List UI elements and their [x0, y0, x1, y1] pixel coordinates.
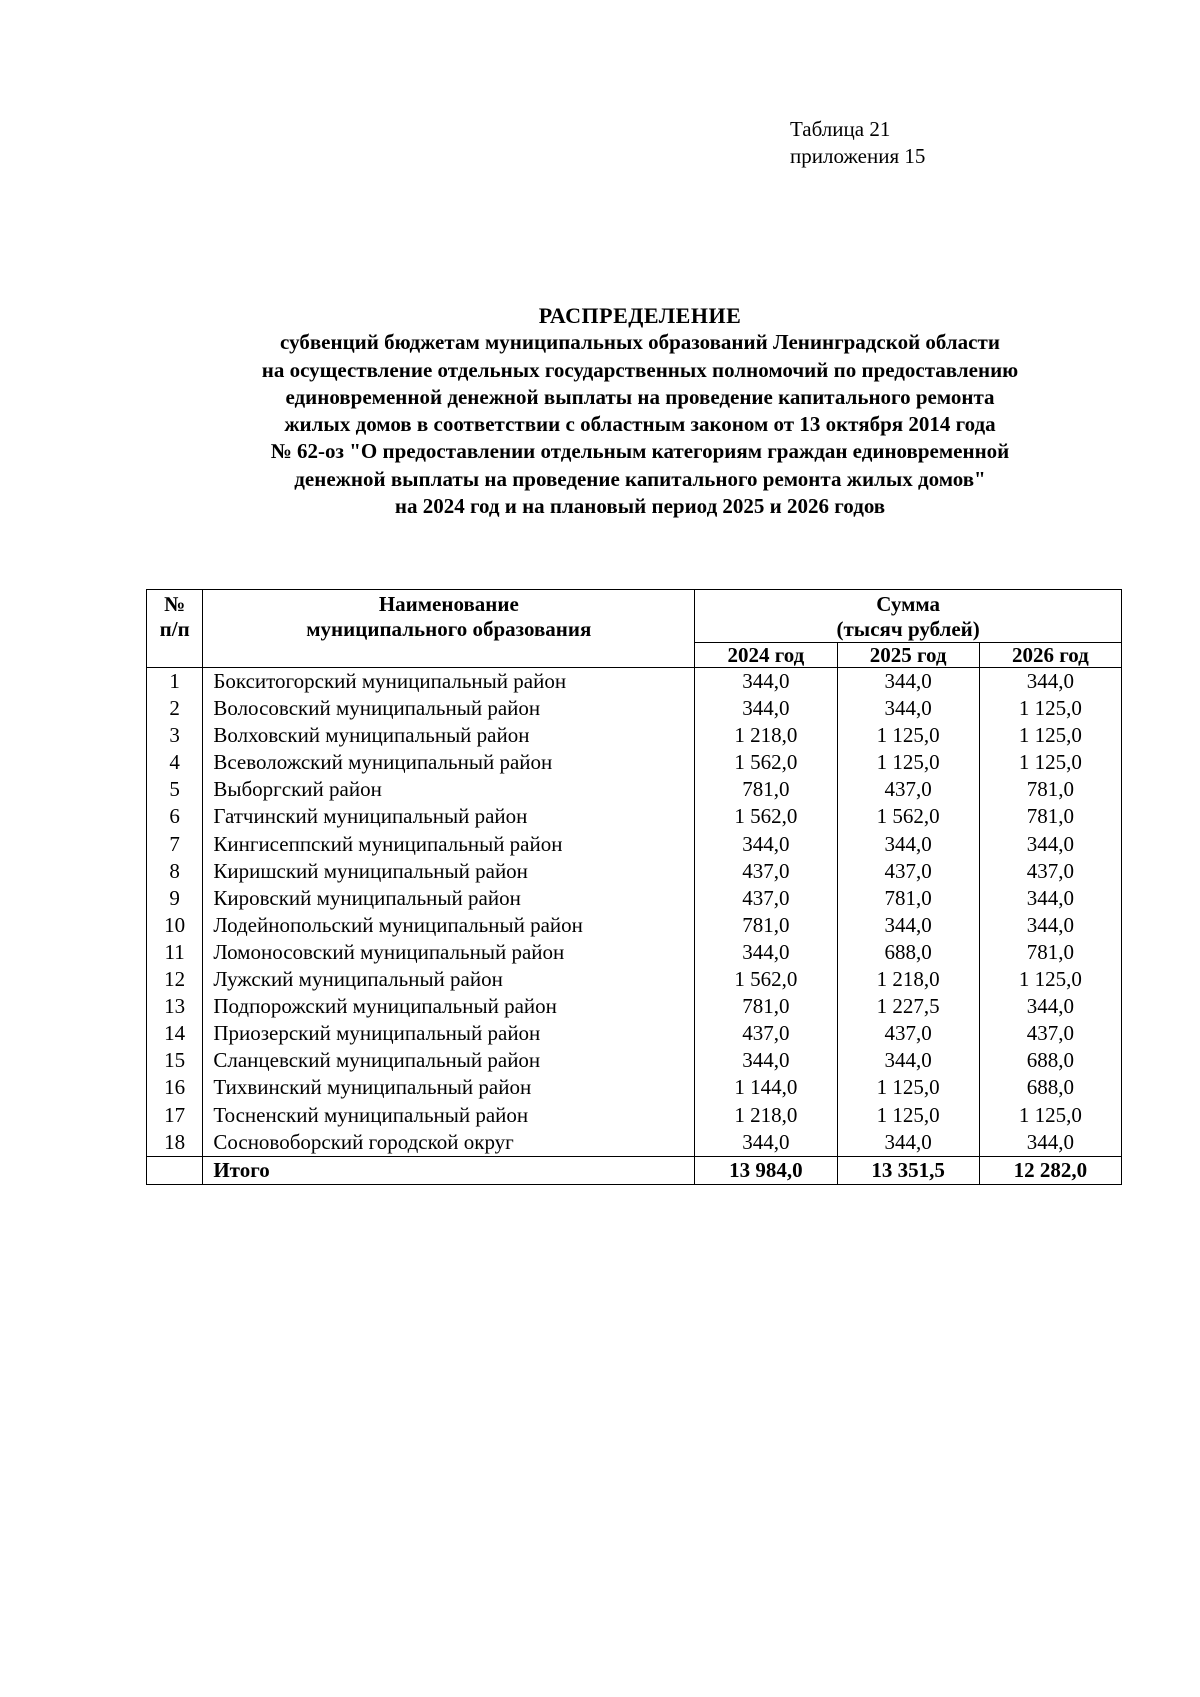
document-heading	[140, 302, 1140, 520]
row-value-2025: 1 125,0	[837, 722, 979, 749]
row-municipality: Тосненский муниципальный район	[203, 1102, 695, 1129]
total-number	[147, 1156, 203, 1184]
row-value-2026: 1 125,0	[979, 1102, 1121, 1129]
row-number: 1	[147, 668, 203, 696]
row-municipality: Кировский муниципальный район	[203, 885, 695, 912]
table-body	[147, 668, 1122, 1185]
row-value-2026: 344,0	[979, 885, 1121, 912]
row-number: 16	[147, 1074, 203, 1101]
table-row	[147, 912, 1122, 939]
row-value-2025: 344,0	[837, 695, 979, 722]
row-value-2024: 344,0	[695, 1047, 837, 1074]
row-municipality: Приозерский муниципальный район	[203, 1020, 695, 1047]
table-row	[147, 749, 1122, 776]
appendix-number: приложения 15	[790, 144, 926, 168]
row-number: 6	[147, 803, 203, 830]
table-row	[147, 1020, 1122, 1047]
row-value-2026: 781,0	[979, 776, 1121, 803]
row-value-2026: 781,0	[979, 803, 1121, 830]
table-row	[147, 776, 1122, 803]
header-sum: Сумма (тысяч рублей)	[695, 590, 1122, 643]
row-value-2024: 1 218,0	[695, 722, 837, 749]
total-2025: 13 351,5	[837, 1156, 979, 1184]
header-year-2026: 2026 год	[979, 643, 1121, 668]
row-value-2025: 1 227,5	[837, 993, 979, 1020]
row-number: 17	[147, 1102, 203, 1129]
row-value-2026: 344,0	[979, 831, 1121, 858]
row-value-2024: 344,0	[695, 695, 837, 722]
row-value-2026: 1 125,0	[979, 695, 1121, 722]
row-municipality: Волосовский муниципальный район	[203, 695, 695, 722]
heading-line: № 62-оз "О предоставлении отдельным категориям граждан единовременной	[270, 439, 1010, 464]
document-title: РАСПРЕДЕЛЕНИЕ	[538, 303, 742, 328]
table-row	[147, 695, 1122, 722]
row-number: 10	[147, 912, 203, 939]
row-number: 11	[147, 939, 203, 966]
row-number: 2	[147, 695, 203, 722]
row-number: 18	[147, 1129, 203, 1157]
row-number: 7	[147, 831, 203, 858]
row-municipality: Сланцевский муниципальный район	[203, 1047, 695, 1074]
total-2026: 12 282,0	[979, 1156, 1121, 1184]
row-municipality: Бокситогорский муниципальный район	[203, 668, 695, 696]
row-value-2025: 344,0	[837, 668, 979, 696]
row-value-2026: 437,0	[979, 1020, 1121, 1047]
row-value-2026: 344,0	[979, 668, 1121, 696]
table-row	[147, 966, 1122, 993]
row-value-2026: 1 125,0	[979, 749, 1121, 776]
total-row	[147, 1156, 1122, 1184]
row-value-2026: 344,0	[979, 912, 1121, 939]
row-municipality: Волховский муниципальный район	[203, 722, 695, 749]
row-municipality: Ломоносовский муниципальный район	[203, 939, 695, 966]
table-row	[147, 858, 1122, 885]
row-value-2025: 781,0	[837, 885, 979, 912]
row-value-2025: 1 125,0	[837, 749, 979, 776]
heading-line: субвенций бюджетам муниципальных образований Ленинградской области	[280, 330, 1000, 355]
table-row	[147, 1102, 1122, 1129]
row-municipality: Всеволожский муниципальный район	[203, 749, 695, 776]
row-municipality: Лодейнопольский муниципальный район	[203, 912, 695, 939]
header-number: № п/п	[147, 590, 203, 668]
row-number: 8	[147, 858, 203, 885]
row-value-2025: 688,0	[837, 939, 979, 966]
row-value-2026: 344,0	[979, 1129, 1121, 1157]
row-municipality: Гатчинский муниципальный район	[203, 803, 695, 830]
row-number: 9	[147, 885, 203, 912]
row-value-2025: 1 562,0	[837, 803, 979, 830]
row-value-2024: 437,0	[695, 858, 837, 885]
row-value-2025: 437,0	[837, 1020, 979, 1047]
row-value-2025: 1 218,0	[837, 966, 979, 993]
row-value-2025: 344,0	[837, 831, 979, 858]
row-municipality: Выборгский район	[203, 776, 695, 803]
row-value-2025: 344,0	[837, 1047, 979, 1074]
table-row	[147, 831, 1122, 858]
row-value-2025: 1 125,0	[837, 1074, 979, 1101]
total-2024: 13 984,0	[695, 1156, 837, 1184]
row-number: 4	[147, 749, 203, 776]
total-label: Итого	[203, 1156, 695, 1184]
row-value-2024: 1 562,0	[695, 966, 837, 993]
heading-line: жилых домов в соответствии с областным законом от 13 октября 2014 года	[284, 412, 996, 437]
row-municipality: Подпорожский муниципальный район	[203, 993, 695, 1020]
row-municipality: Сосновоборский городской округ	[203, 1129, 695, 1157]
row-value-2025: 344,0	[837, 1129, 979, 1157]
row-municipality: Киришский муниципальный район	[203, 858, 695, 885]
row-value-2024: 437,0	[695, 1020, 837, 1047]
row-value-2025: 437,0	[837, 858, 979, 885]
row-value-2026: 344,0	[979, 993, 1121, 1020]
row-value-2026: 1 125,0	[979, 966, 1121, 993]
row-value-2024: 344,0	[695, 939, 837, 966]
row-municipality: Тихвинский муниципальный район	[203, 1074, 695, 1101]
table-row	[147, 939, 1122, 966]
row-value-2024: 1 562,0	[695, 749, 837, 776]
table-row	[147, 803, 1122, 830]
row-value-2024: 344,0	[695, 831, 837, 858]
row-value-2025: 344,0	[837, 912, 979, 939]
row-value-2024: 344,0	[695, 1129, 837, 1157]
header-year-2025: 2025 год	[837, 643, 979, 668]
table-row	[147, 668, 1122, 696]
row-value-2024: 1 218,0	[695, 1102, 837, 1129]
heading-line: единовременной денежной выплаты на проведение капитального ремонта	[285, 384, 995, 409]
row-value-2026: 437,0	[979, 858, 1121, 885]
row-value-2026: 1 125,0	[979, 722, 1121, 749]
row-municipality: Лужский муниципальный район	[203, 966, 695, 993]
row-number: 14	[147, 1020, 203, 1047]
row-number: 13	[147, 993, 203, 1020]
row-value-2025: 1 125,0	[837, 1102, 979, 1129]
row-value-2024: 1 144,0	[695, 1074, 837, 1101]
heading-line: на 2024 год и на плановый период 2025 и 2026 годов	[394, 494, 886, 519]
header-year-2024: 2024 год	[695, 643, 837, 668]
row-number: 12	[147, 966, 203, 993]
document-reference	[790, 116, 925, 170]
table-row	[147, 722, 1122, 749]
row-value-2024: 344,0	[695, 668, 837, 696]
row-value-2026: 781,0	[979, 939, 1121, 966]
row-value-2024: 1 562,0	[695, 803, 837, 830]
row-number: 5	[147, 776, 203, 803]
distribution-table	[146, 589, 1122, 1185]
heading-line: на осуществление отдельных государственных полномочий по предоставлению	[261, 357, 1019, 382]
row-value-2026: 688,0	[979, 1047, 1121, 1074]
table-number: Таблица 21	[790, 117, 891, 141]
row-municipality: Кингисеппский муниципальный район	[203, 831, 695, 858]
row-value-2025: 437,0	[837, 776, 979, 803]
row-number: 3	[147, 722, 203, 749]
row-value-2024: 781,0	[695, 993, 837, 1020]
header-name: Наименование муниципального образования	[203, 590, 695, 668]
table-row	[147, 993, 1122, 1020]
row-value-2024: 437,0	[695, 885, 837, 912]
table-row	[147, 1074, 1122, 1101]
row-value-2024: 781,0	[695, 912, 837, 939]
row-number: 15	[147, 1047, 203, 1074]
heading-line: денежной выплаты на проведение капитального ремонта жилых домов"	[294, 466, 986, 491]
table-row	[147, 1047, 1122, 1074]
row-value-2024: 781,0	[695, 776, 837, 803]
row-value-2026: 688,0	[979, 1074, 1121, 1101]
table-row	[147, 885, 1122, 912]
table-row	[147, 1129, 1122, 1157]
